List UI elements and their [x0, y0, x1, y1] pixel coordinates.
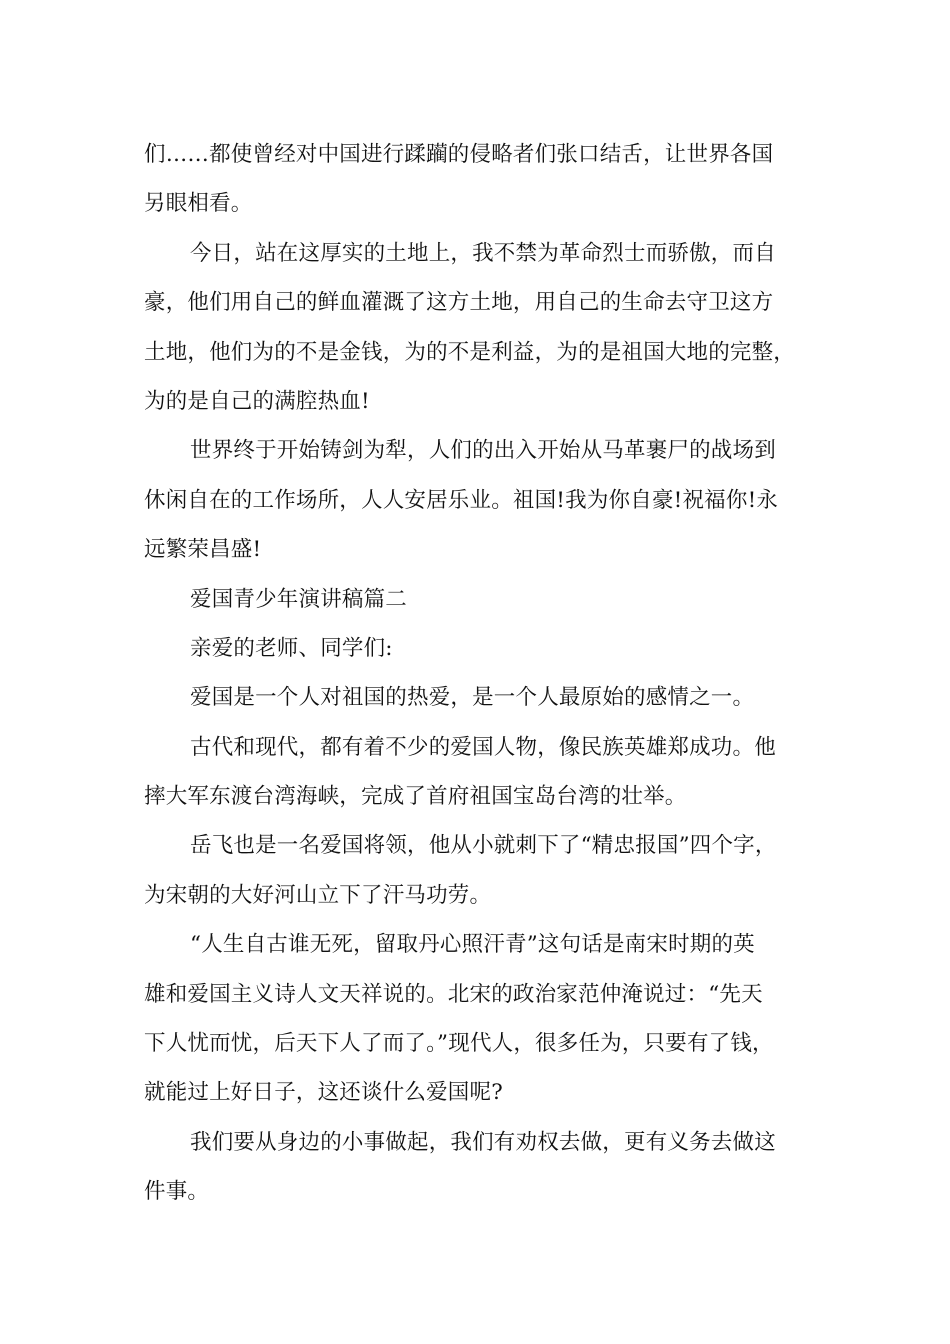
text-line: 下人忧而忧，后天下人了而了。”现代人，很多任为，只要有了钱， [144, 1031, 774, 1057]
text-line: 豪，他们用自己的鲜血灌溉了这方土地，用自己的生命去守卫这方 [144, 290, 774, 316]
salutation: 亲爱的老师、同学们: [190, 635, 393, 661]
text-line: 为宋朝的大好河山立下了汗马功劳。 [144, 882, 492, 908]
text-line: 就能过上好日子，这还谈什么爱国呢? [144, 1080, 503, 1106]
text-line: 另眼相看。 [144, 191, 253, 217]
text-line: 我们要从身边的小事做起，我们有劝权去做，更有义务去做这 [190, 1129, 776, 1155]
text-line: 休闲自在的工作场所，人人安居乐业。祖国!我为你自豪!祝福你!永 [144, 487, 779, 513]
text-line: 爱国是一个人对祖国的热爱，是一个人最原始的感情之一。 [190, 685, 755, 711]
text-line: 土地，他们为的不是金钱，为的不是利益，为的是祖国大地的完整， [144, 339, 796, 365]
text-line: 世界终于开始铸剑为犁，人们的出入开始从马革裹尸的战场到 [190, 438, 776, 464]
section-heading: 爱国青少年演讲稿篇二 [190, 586, 408, 612]
text-line: “人生自古谁无死，留取丹心照汗青”这句话是南宋时期的英 [190, 932, 755, 958]
text-line: 古代和现代，都有着不少的爱国人物，像民族英雄郑成功。他 [190, 734, 776, 760]
text-line: 岳飞也是一名爱国将领，他从小就刺下了“精忠报国”四个字， [190, 833, 777, 859]
text-line: 今日，站在这厚实的土地上，我不禁为革命烈士而骄傲，而自 [190, 240, 776, 266]
text-line: 摔大军东渡台湾海峡，完成了首府祖国宝岛台湾的壮举。 [144, 784, 687, 810]
text-line: 雄和爱国主义诗人文天祥说的。北宋的政治家范仲淹说过：“先天 [144, 981, 763, 1007]
text-line: 远繁荣昌盛! [144, 537, 262, 563]
text-line: 为的是自己的满腔热血! [144, 388, 370, 414]
text-line: 件事。 [144, 1179, 210, 1205]
document-body [144, 130, 810, 1217]
text-line: 们……都使曾经对中国进行蹂躏的侵略者们张口结舌，让世界各国 [144, 142, 774, 167]
